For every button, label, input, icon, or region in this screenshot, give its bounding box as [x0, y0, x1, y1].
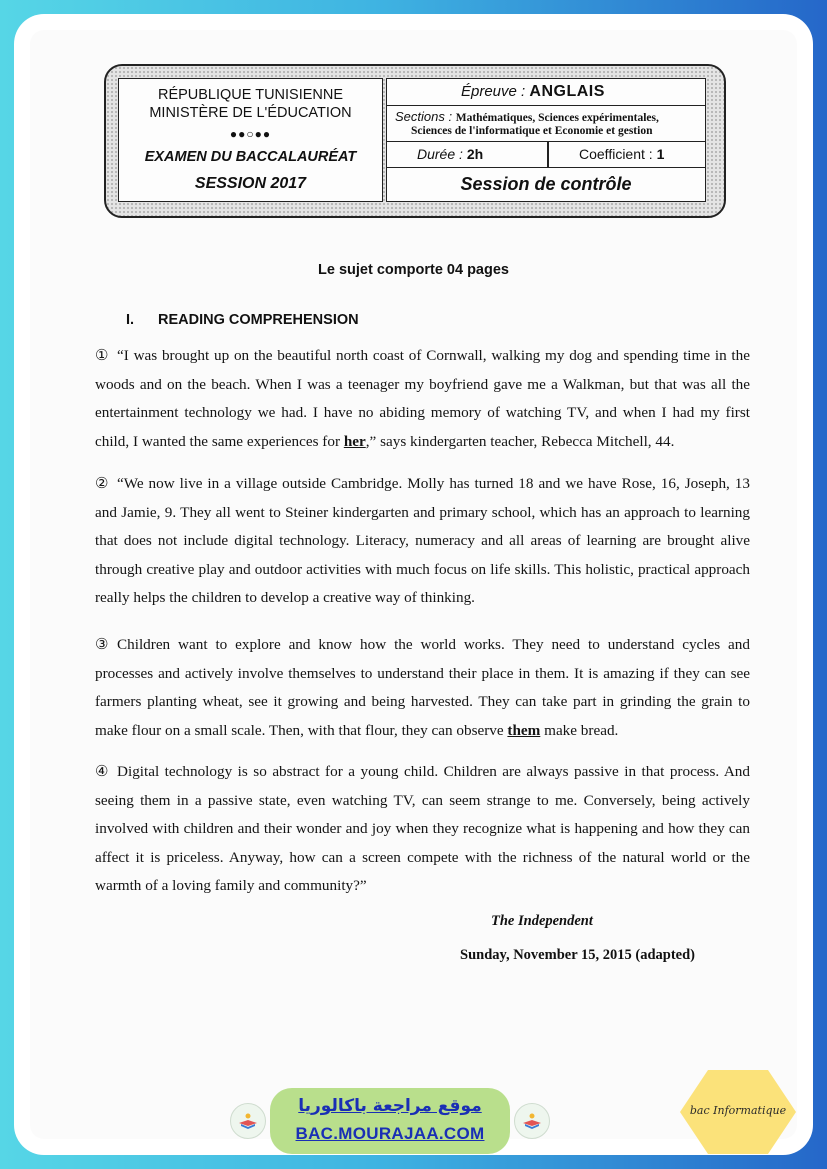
epreuve-value: ANGLAIS: [529, 83, 605, 100]
exam-page: [30, 30, 797, 1139]
underlined-reference: them: [507, 721, 541, 739]
coefficient-label: Coefficient :: [579, 146, 653, 162]
duree-label: Durée :: [417, 146, 463, 162]
paragraph-3: [95, 631, 750, 745]
exam-title: EXAMEN DU BACCALAURÉAT: [144, 149, 357, 165]
badge-label: bac Informatique: [689, 1104, 787, 1117]
section-heading: [126, 312, 359, 328]
paragraph-1: [95, 342, 750, 456]
paragraph-text-end: make bread.: [540, 721, 619, 739]
header-right-box: [386, 78, 706, 202]
book-logo-icon: [230, 1103, 266, 1139]
site-banner-link[interactable]: [270, 1088, 510, 1154]
banner-arabic-title: موقع مراجعة باكالوريا: [298, 1096, 482, 1116]
paragraph-number: ③: [95, 636, 109, 653]
section-number: I.: [126, 312, 135, 328]
row-divider: [547, 142, 549, 167]
paragraph-text: Children want to explore and know how the world works. They need to understand cycles and processes and actively involve themselves to understand their place in them. It is amazing if they can see farmers planting wheat, see it growing and being harvested. They can take part in grinding the grain to make flour on a small scale. Then, with that flour, they can observe: [95, 636, 750, 739]
ornament-dots: ●●○●●: [229, 127, 272, 141]
session-row: [387, 168, 705, 201]
sections-line2: Sciences de l'informatique et Economie et gestion: [411, 125, 653, 137]
sections-line1: Mathématiques, Sciences expérimentales,: [455, 112, 659, 124]
paragraph-text-end: ,” says kindergarten teacher, Rebecca Mitchell, 44.: [365, 432, 675, 450]
sections-field: [395, 109, 659, 124]
duration-row: [387, 142, 705, 168]
paragraph-text: “I was brought up on the beautiful north coast of Cornwall, walking my dog and spending time in the woods and on the beach. When I was a teenager my boyfriend gave me a Walkman, but that was all the entertainment technology we had. I have no abiding memory of watching TV, and when I had my first child, I wanted the same experiences for: [95, 347, 750, 450]
paragraph-number: ④: [95, 763, 109, 780]
source-date: Sunday, November 15, 2015 (adapted): [460, 947, 695, 963]
session-type: Session de contrôle: [460, 174, 632, 194]
bac-informatique-badge: [678, 1066, 798, 1155]
underlined-reference: her: [343, 432, 366, 450]
exam-header: [104, 64, 726, 218]
paragraph-text: “We now live in a village outside Cambridge. Molly has turned 18 and we have Rose, 16, Joseph, 13 and Jamie, 9. They all went to Steiner kindergarten and primary school, which has an approach to learning that does not include digital technology. Literacy, numeracy and all areas of learning are brought alive through creative play and outdoor activities with much focus on life skills. This holistic, practical approach really helps the children to develop a creative way of thinking.: [95, 475, 750, 606]
epreuve-label: Épreuve :: [461, 83, 526, 100]
epreuve-row: [387, 79, 705, 106]
sections-row: [387, 106, 705, 142]
paragraph-2: [95, 470, 750, 613]
paragraph-text: Digital technology is so abstract for a young child. Children are always passive in that process. And seeing them in a passive state, even watching TV, can seem strange to me. Conversely, being actively involved with children and their wonder and joy when they recognize what is happening and how they can affect it is priceless. Anyway, how can a screen compete with the richness of the natural world or the warmth of a loving family and community?”: [95, 763, 750, 894]
coefficient-field: [579, 146, 664, 162]
source-name: The Independent: [491, 913, 593, 929]
header-left-box: [118, 78, 383, 202]
duree-value: 2h: [466, 146, 484, 162]
book-logo-icon: [514, 1103, 550, 1139]
paragraph-number: ①: [95, 347, 109, 364]
epreuve-field: [461, 83, 605, 101]
republic-label: RÉPUBLIQUE TUNISIENNE: [157, 87, 344, 103]
session-year: SESSION 2017: [194, 175, 307, 192]
paragraph-4: [95, 758, 750, 901]
duree-field: [417, 146, 483, 162]
paragraph-number: ②: [95, 475, 109, 492]
sections-label: Sections :: [395, 109, 453, 124]
pages-note: Le sujet comporte 04 pages: [318, 262, 509, 278]
coefficient-value: 1: [656, 146, 665, 162]
section-title: READING COMPREHENSION: [158, 312, 359, 328]
page-frame: [14, 14, 813, 1155]
ministry-label: MINISTÈRE DE L'ÉDUCATION: [149, 105, 352, 121]
banner-url: BAC.MOURAJAA.COM: [295, 1124, 485, 1143]
